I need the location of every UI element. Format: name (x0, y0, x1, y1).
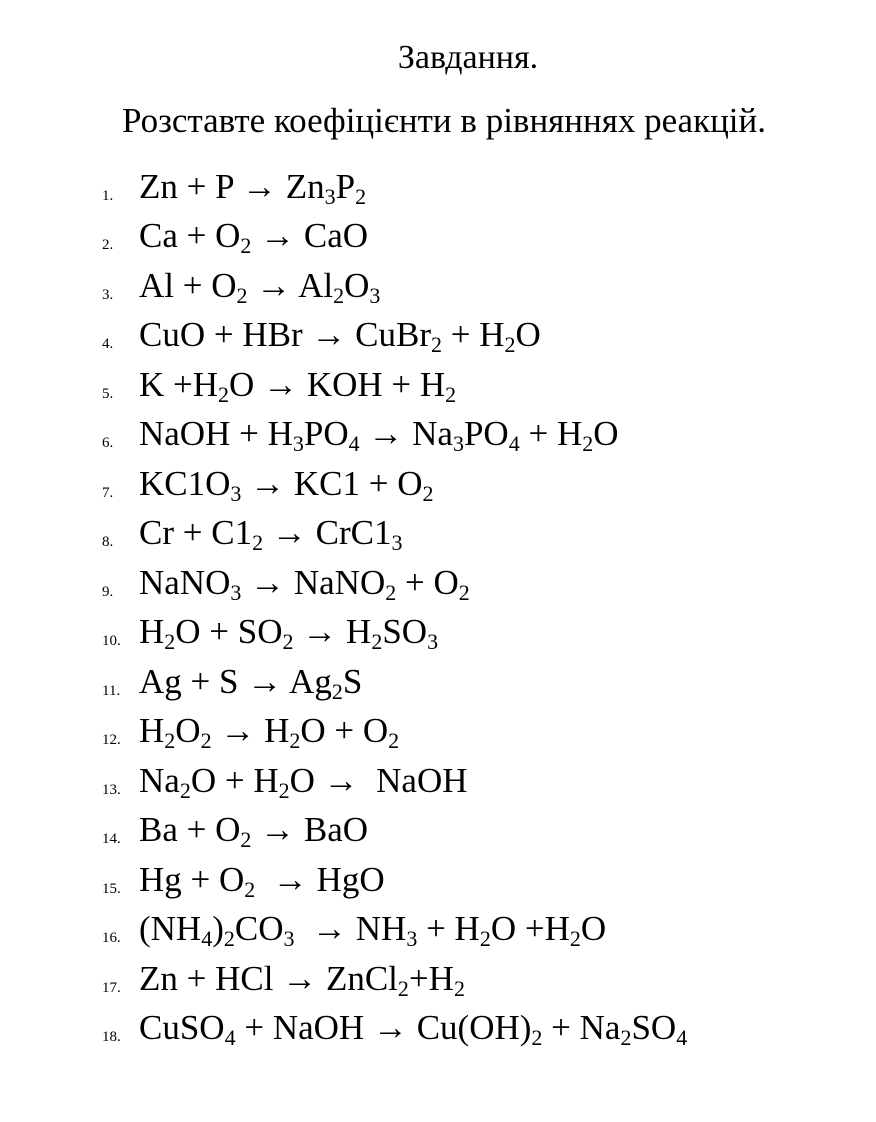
chemical-equation (139, 661, 363, 704)
subscript: 2 (252, 530, 264, 555)
subscript: 4 (201, 926, 213, 951)
equation-number: 1. (102, 187, 114, 204)
subscript: 3 (283, 926, 295, 951)
equation-row (0, 457, 876, 507)
subscript: 2 (236, 282, 248, 308)
formula-text: + H (441, 315, 505, 354)
formula-text: → CrC1 (263, 513, 392, 552)
formula-text: S (342, 661, 363, 701)
formula-text: O (175, 711, 201, 750)
subscript: 2 (430, 332, 442, 357)
subscript: 3 (427, 629, 439, 654)
subscript: 2 (569, 926, 581, 951)
equation-row (0, 853, 876, 903)
equation-row (0, 804, 876, 854)
subscript: 2 (445, 381, 457, 407)
formula-text: + O (396, 562, 459, 602)
formula-text: O + SO (175, 612, 283, 651)
formula-text: + NaOH → Cu(OH) (235, 1008, 532, 1047)
formula-text: O (344, 265, 370, 305)
equation-number: 18. (102, 1029, 121, 1045)
formula-text: O +H (490, 909, 570, 948)
subscript: 2 (240, 827, 252, 852)
subscript: 2 (278, 777, 290, 803)
equation-number: 10. (102, 633, 121, 649)
subscript: 2 (244, 876, 256, 902)
formula-text: O + H (190, 760, 279, 800)
formula-text: (NH (139, 909, 202, 948)
formula-text: Zn + P → Zn (139, 166, 325, 206)
equation-row (0, 705, 876, 755)
subscript: 2 (582, 431, 594, 456)
equation-number: 6. (102, 435, 114, 451)
equation-number: 3. (102, 286, 114, 303)
chemical-equation (139, 810, 369, 852)
equation-row (0, 259, 876, 309)
formula-text: CuSO (139, 1008, 225, 1047)
equation-number: 13. (102, 781, 121, 798)
subscript: 3 (292, 431, 304, 456)
subscript: 2 (385, 579, 397, 605)
chemical-equation (139, 513, 403, 555)
subscript: 2 (388, 728, 400, 753)
equation-number: 8. (102, 534, 114, 550)
formula-text: Na (139, 760, 180, 800)
formula-text: KC1O (139, 463, 231, 503)
chemical-equation (139, 1008, 688, 1050)
subscript: 2 (531, 1025, 543, 1050)
task-instruction: Розставте коефіцієнти в рівняннях реакцій. (121, 101, 767, 140)
equation-number: 17. (102, 979, 121, 996)
subscript: 3 (230, 579, 242, 605)
equation-row (0, 309, 876, 359)
subscript: 3 (324, 183, 336, 209)
formula-text: + H (519, 414, 583, 453)
equation-row (0, 160, 876, 210)
subscript: 2 (282, 629, 294, 654)
formula-text: NaNO (139, 562, 231, 602)
formula-text: H (139, 711, 165, 750)
equation-number: 5. (102, 385, 114, 402)
formula-text: CuO + HBr → CuBr (139, 315, 431, 354)
formula-text: +H (408, 958, 454, 998)
subscript: 2 (218, 381, 230, 407)
chemical-equation (139, 859, 385, 902)
subscript: 2 (164, 629, 176, 654)
formula-text: PO (463, 414, 509, 453)
equation-number: 7. (102, 484, 114, 501)
formula-text: O → KOH + H (229, 364, 446, 404)
subscript: 2 (397, 975, 409, 1001)
formula-text: O (580, 909, 607, 948)
formula-text: Cr + C1 (139, 513, 253, 552)
formula-text: + Na (542, 1008, 621, 1047)
subscript: 4 (224, 1025, 236, 1050)
equation-number: 16. (102, 930, 121, 946)
chemical-equation (139, 265, 381, 308)
subscript: 4 (348, 431, 360, 456)
formula-text: O + O (300, 711, 389, 750)
equation-row (0, 210, 876, 260)
chemical-equation (139, 711, 400, 753)
formula-text: → Na (359, 414, 453, 453)
equation-row (0, 408, 876, 458)
formula-text: SO (382, 612, 428, 651)
chemical-equation (139, 909, 607, 951)
subscript: 3 (391, 530, 403, 555)
formula-text: H (139, 612, 165, 651)
subscript: 4 (676, 1025, 688, 1050)
subscript: 3 (452, 431, 464, 456)
subscript: 3 (230, 480, 242, 506)
formula-text: P (335, 166, 356, 206)
subscript: 2 (179, 777, 191, 803)
formula-text: → HgO (255, 859, 385, 899)
formula-text: Ba + O (139, 810, 241, 849)
equation-row (0, 903, 876, 953)
chemical-equation (139, 958, 465, 1001)
equation-number: 2. (102, 237, 114, 253)
equation-row (0, 655, 876, 705)
equation-row (0, 358, 876, 408)
chemical-equation (139, 562, 470, 605)
chemical-equation (139, 612, 439, 654)
equation-row (0, 1002, 876, 1052)
formula-text: Ca + O (139, 216, 241, 255)
subscript: 2 (223, 926, 235, 951)
formula-text: → NaNO (241, 562, 386, 602)
subscript: 2 (371, 629, 383, 654)
subscript: 2 (240, 233, 252, 258)
equation-number: 4. (102, 336, 114, 352)
chemical-equation (139, 166, 367, 209)
equation-number: 14. (102, 831, 121, 847)
chemical-equation (139, 364, 457, 407)
formula-text: Al + O (139, 265, 237, 305)
formula-text: O (593, 414, 619, 453)
equation-number: 15. (102, 880, 121, 897)
equation-row (0, 754, 876, 804)
formula-text: → NH (294, 909, 407, 948)
formula-text: CO (234, 909, 284, 948)
subscript: 2 (620, 1025, 632, 1050)
formula-text: PO (303, 414, 349, 453)
formula-text: K +H (139, 364, 219, 404)
formula-text: → KC1 + O (241, 463, 423, 503)
equation-row (0, 556, 876, 606)
formula-text: NaOH + H (139, 414, 293, 453)
equation-row (0, 606, 876, 656)
formula-text: Hg + O (139, 859, 245, 899)
chemical-equation (139, 760, 468, 803)
formula-text: SO (631, 1008, 677, 1047)
chemical-equation (139, 315, 541, 357)
subscript: 2 (479, 926, 491, 951)
formula-text: O → NaOH (289, 760, 468, 800)
formula-text: → H (293, 612, 372, 651)
chemical-equation (139, 216, 369, 258)
subscript: 3 (369, 282, 381, 308)
chemical-equation (139, 463, 434, 506)
subscript: 2 (504, 332, 516, 357)
subscript: 2 (458, 579, 470, 605)
subscript: 2 (355, 183, 367, 209)
formula-text: → Al (247, 265, 334, 305)
page-title: Завдання. (397, 39, 539, 76)
formula-text: O (515, 315, 541, 354)
formula-text: + H (417, 909, 480, 948)
equation-row (0, 507, 876, 557)
subscript: 2 (422, 480, 434, 506)
subscript: 2 (200, 728, 212, 753)
equation-number: 11. (102, 682, 121, 699)
subscript: 2 (333, 282, 345, 308)
subscript: 2 (331, 678, 343, 704)
subscript: 3 (406, 926, 418, 951)
subscript: 2 (453, 975, 465, 1001)
formula-text: Zn + HCl → ZnCl (139, 958, 398, 998)
subscript: 2 (164, 728, 176, 753)
equation-number: 12. (102, 732, 121, 748)
subscript: 4 (508, 431, 520, 456)
formula-text: ) (212, 909, 224, 948)
formula-text: → H (211, 711, 290, 750)
formula-text: → BaO (251, 810, 369, 849)
chemical-equation (139, 414, 619, 456)
subscript: 2 (289, 728, 301, 753)
formula-text: → CaO (251, 216, 369, 255)
equation-row (0, 952, 876, 1002)
equation-list (0, 160, 876, 1051)
equation-number: 9. (102, 583, 114, 600)
formula-text: Ag + S → Ag (139, 661, 332, 701)
